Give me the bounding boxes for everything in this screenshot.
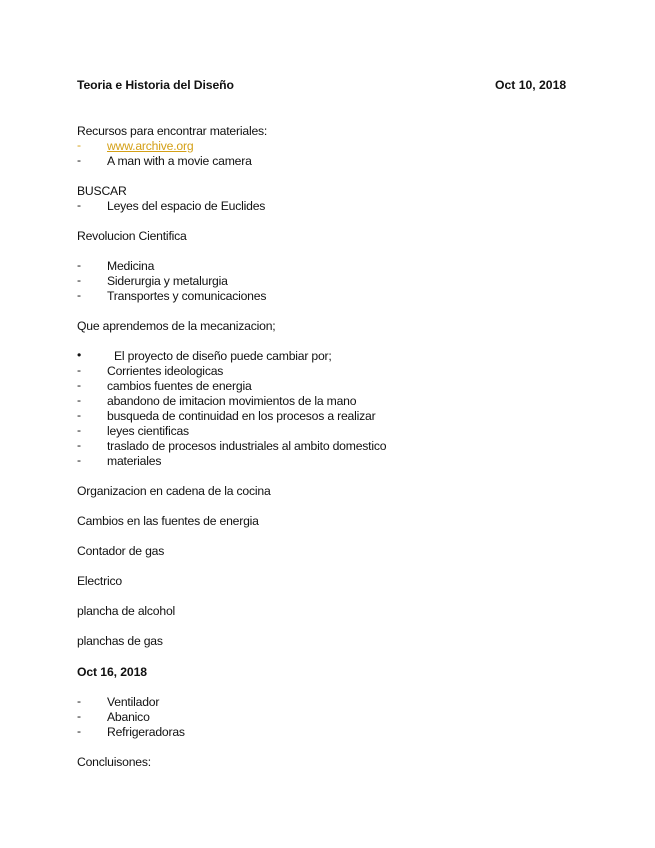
section-heading-recursos: Recursos para encontrar materiales: [77, 124, 268, 138]
paragraph: planchas de gas [77, 634, 163, 648]
list-item-text: Refrigeradoras [107, 725, 185, 739]
list-item-text: Ventilador [107, 695, 160, 709]
list-item-text: Corrientes ideologicas [107, 364, 224, 378]
list-item-text: Transportes y comunicaciones [107, 289, 267, 303]
dash-marker: - [77, 724, 81, 738]
paragraph: Organizacion en cadena de la cocina [77, 484, 271, 498]
dash-marker: - [77, 393, 81, 407]
dash-marker: - [77, 138, 81, 152]
paragraph: Electrico [77, 574, 122, 588]
section-heading-revolucion: Revolucion Cientifica [77, 229, 187, 243]
section-date: Oct 16, 2018 [77, 665, 147, 679]
dash-marker: - [77, 288, 81, 302]
archive-link[interactable]: www.archive.org [107, 139, 194, 153]
paragraph: Cambios en las fuentes de energia [77, 514, 259, 528]
dash-marker: - [77, 438, 81, 452]
dash-marker: - [77, 423, 81, 437]
paragraph: Contador de gas [77, 544, 165, 558]
list-item-text: Siderurgia y metalurgia [107, 274, 228, 288]
document-title: Teoria e Historia del Diseño [77, 78, 234, 92]
dash-marker: - [77, 378, 81, 392]
list-item-text: Leyes del espacio de Euclides [107, 199, 266, 213]
list-item-text: El proyecto de diseño puede cambiar por; [114, 349, 332, 363]
section-heading-mecanizacion: Que aprendemos de la mecanizacion; [77, 319, 276, 333]
list-item-text: A man with a movie camera [107, 154, 252, 168]
closing-heading: Concluisones: [77, 755, 151, 769]
list-item-text: Medicina [107, 259, 155, 273]
dash-marker: - [77, 153, 81, 167]
dash-marker: - [77, 198, 81, 212]
list-item-text: leyes cientificas [107, 424, 189, 438]
list-item-text: Abanico [107, 710, 150, 724]
list-item-text: abandono de imitacion movimientos de la mano [107, 394, 357, 408]
document-date: Oct 10, 2018 [495, 78, 567, 92]
section-heading-buscar: BUSCAR [77, 184, 127, 198]
dash-marker: - [77, 453, 81, 467]
bullet-marker: • [77, 348, 82, 362]
dash-marker: - [77, 258, 81, 272]
dash-marker: - [77, 709, 81, 723]
dash-marker: - [77, 694, 81, 708]
list-item-text: busqueda de continuidad en los procesos a realizar [107, 409, 376, 423]
list-item-text: cambios fuentes de energia [107, 379, 252, 393]
dash-marker: - [77, 273, 81, 287]
paragraph: plancha de alcohol [77, 604, 176, 618]
list-item-text: materiales [107, 454, 162, 468]
dash-marker: - [77, 408, 81, 422]
list-item-text: traslado de procesos industriales al ambito domestico [107, 439, 387, 453]
dash-marker: - [77, 363, 81, 377]
